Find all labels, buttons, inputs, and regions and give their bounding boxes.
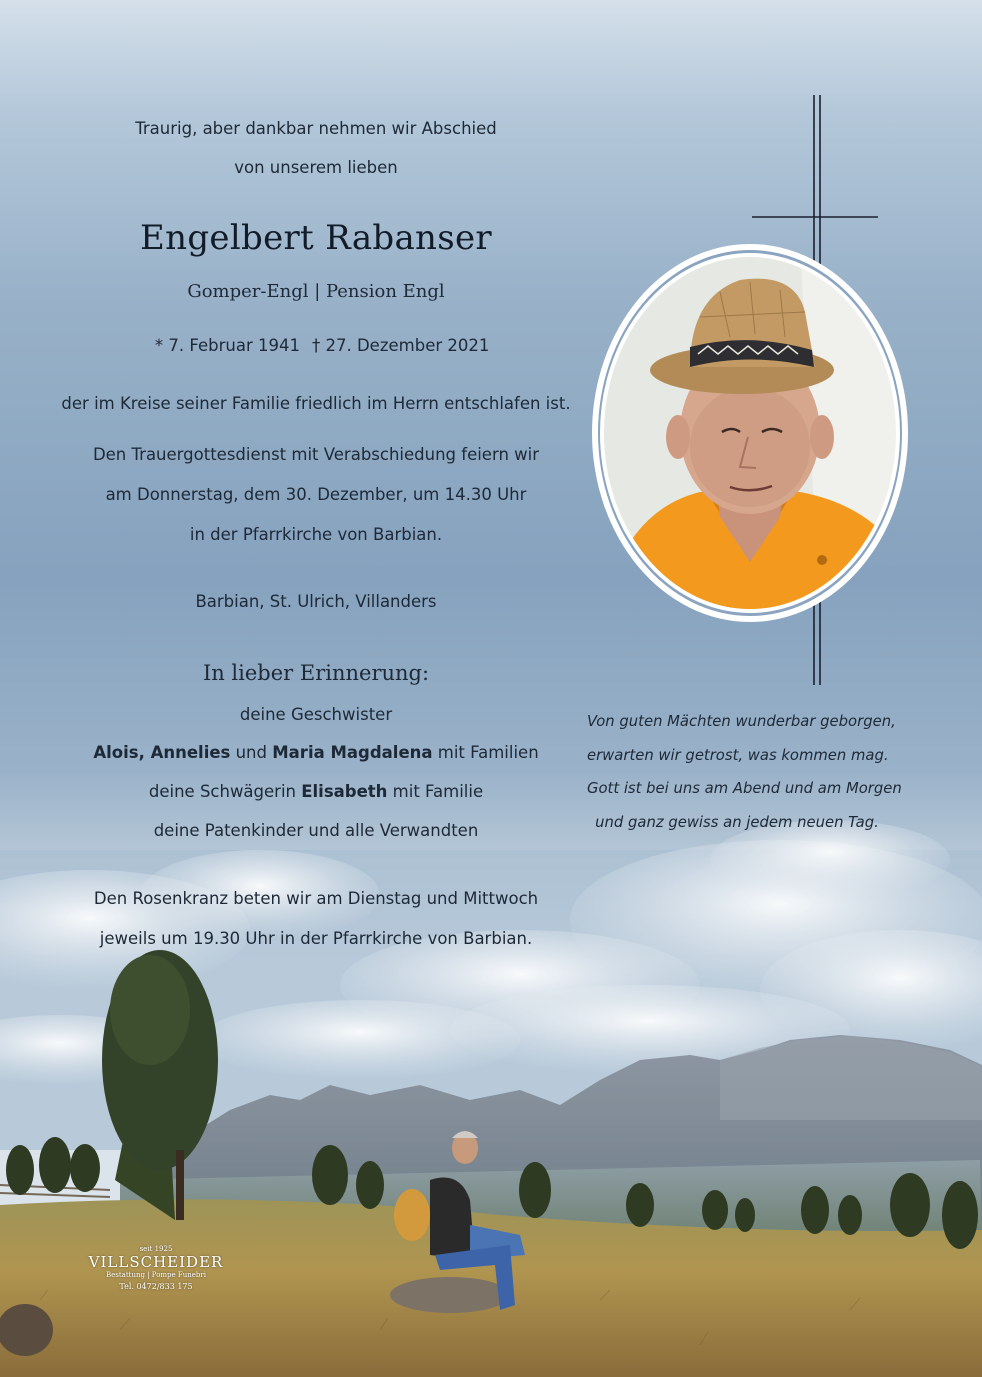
service-line-2: am Donnerstag, dem 30. Dezember, um 14.30 Uhr [105,485,527,504]
siblings-name-2: Maria Magdalena [272,743,433,762]
sister-in-law-prefix: deine Schwägerin [148,782,302,801]
siblings-suffix: mit Familien [432,743,539,762]
siblings-names [30,743,602,762]
mourners-heading: In lieber Erinnerung: [202,661,430,685]
places: Barbian, St. Ulrich, Villanders [195,592,437,611]
sister-in-law-name: Elisabeth [301,782,388,801]
quote-line-4: und ganz gewiss an jedem neuen Tag. [595,814,879,831]
rosary-line-1: Den Rosenkranz beten wir am Dienstag und Mittwoch [93,889,539,908]
rosary-line-2: jeweils um 19.30 Uhr in der Pfarrkirche von Barbian. [99,929,533,948]
funeral-home-tagline: Bestattung | Pompe Funebri [105,1271,206,1279]
deceased-nickname: Gomper-Engl | Pension Engl [187,281,445,302]
intro-line-2: von unserem lieben [234,158,398,177]
deceased-name: Engelbert Rabanser [140,218,492,258]
sister-in-law-line [30,782,602,801]
sister-in-law-suffix: mit Familie [387,782,484,801]
intro-line-1: Traurig, aber dankbar nehmen wir Abschied [135,119,497,138]
funeral-home-name: VILLSCHEIDER [88,1253,224,1271]
service-line-1: Den Trauergottesdienst mit Verabschiedung feiern wir [92,445,540,464]
service-line-3: in der Pfarrkirche von Barbian. [189,525,443,544]
death-date: † 27. Dezember 2021 [312,336,490,355]
siblings-label: deine Geschwister [239,705,393,724]
siblings-and: und [230,743,273,762]
funeral-home-since: seit 1925 [139,1245,173,1253]
quote-line-2: erwarten wir getrost, was kommen mag. [587,747,889,764]
siblings-name-1: Alois, Annelies [93,743,231,762]
funeral-home-logo [86,1245,226,1291]
quote-line-1: Von guten Mächten wunderbar geborgen, [587,713,896,730]
portrait-photo [590,242,910,624]
funeral-home-phone: Tel. 0472/833 175 [119,1282,193,1291]
quote-line-3: Gott ist bei uns am Abend und am Morgen [587,780,902,797]
passing-text: der im Kreise seiner Familie friedlich im Herrn entschlafen ist. [61,394,571,413]
godchildren-line: deine Patenkinder und alle Verwandten [153,821,479,840]
birth-date: * 7. Februar 1941 [154,336,300,355]
